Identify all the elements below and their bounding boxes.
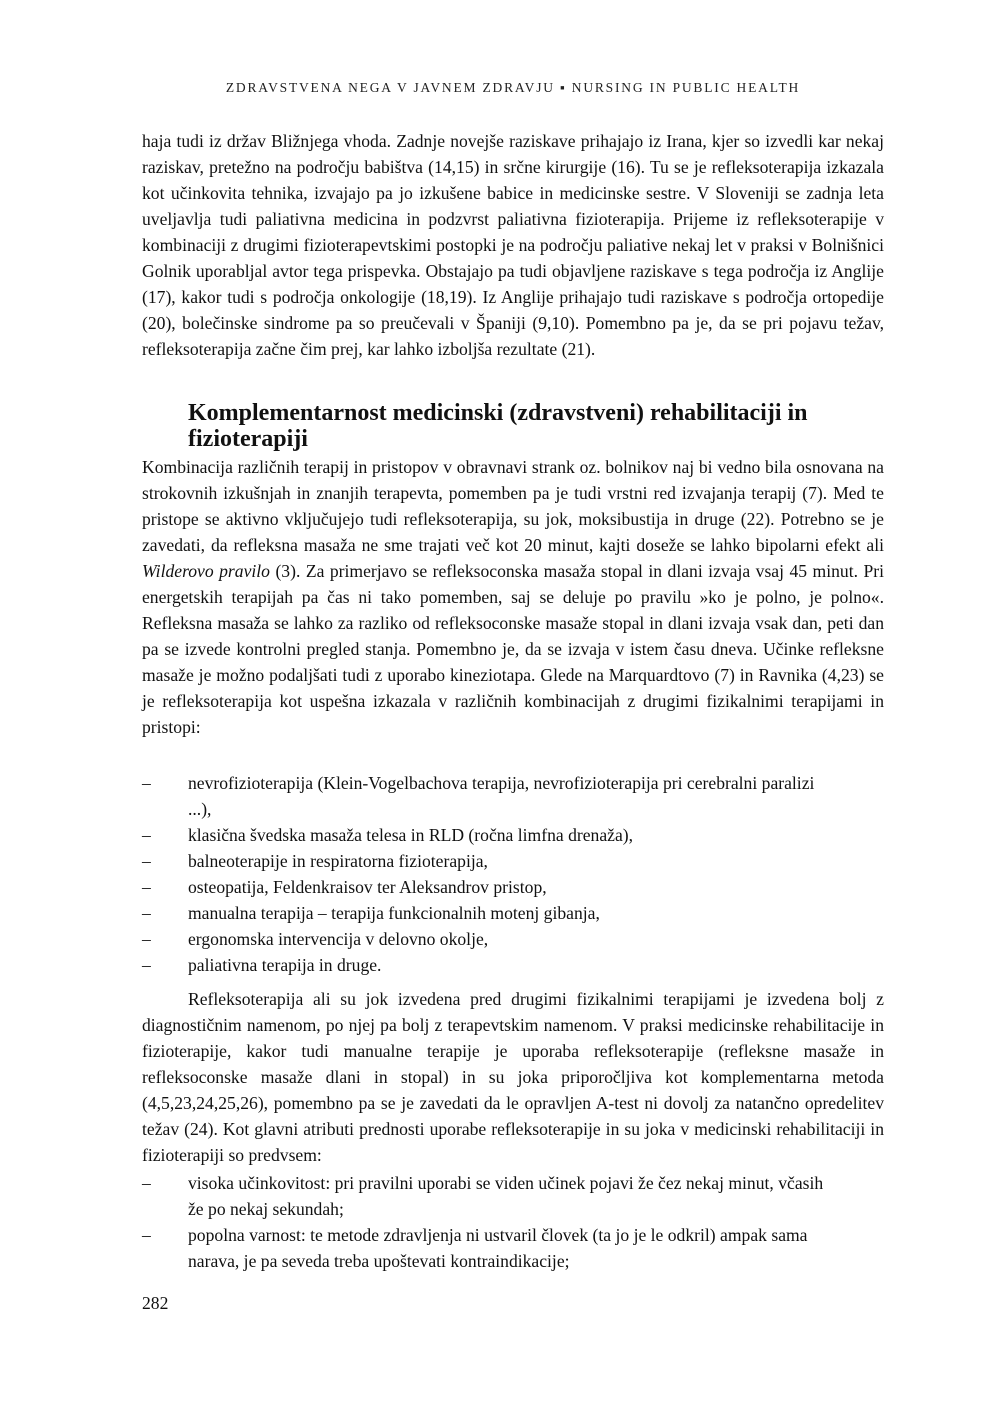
- dash-marker: –: [142, 929, 151, 949]
- dash-marker: –: [142, 955, 151, 975]
- body-paragraph-2: [142, 454, 884, 740]
- paragraph-text: Refleksoterapija ali su jok izvedena pred drugimi fizikalnimi terapijami je izvedena bolj z diagnostičnim namenom, po njej pa bolj z terapevtskim namenom. V praksi medicinske rehabilitacije in fizioterapije, kakor tudi manualne terapije je uporaba refleksoterapije (refleksne masaže in refleksoconske masaže dlani in stopal) in su joka priporočljiva kot komplementarna metoda (4,5,23,24,25,26), pomembno pa se je zavedati da le opravljen A-test ni dovolj za natančno opredelitev težav (24). Kot glavni atributi prednosti uporabe refleksoterapije in su joka v medicinski rehabilitaciji in fizioterapiji so predvsem:: [142, 989, 884, 1165]
- dash-marker: –: [142, 851, 151, 871]
- paragraph-text: [142, 454, 884, 740]
- list-item: – visoka učinkovitost: pri pravilni uporabi se viden učinek pojavi že čez nekaj minut, včasih že po nekaj sekundah;: [142, 1170, 884, 1222]
- list-item: – manualna terapija – terapija funkcionalnih motenj gibanja,: [142, 900, 884, 926]
- dash-marker: –: [142, 1225, 151, 1245]
- list-item: – ergonomska intervencija v delovno okolje,: [142, 926, 884, 952]
- dash-marker: –: [142, 877, 151, 897]
- running-header: ZDRAVSTVENA NEGA V JAVNEM ZDRAVJU ▪ NURSING IN PUBLIC HEALTH: [225, 80, 801, 95]
- dash-marker: –: [142, 903, 151, 923]
- paragraph-text-part: Kombinacija različnih terapij in pristopov v obravnavi strank oz. bolnikov naj bi vedno bila osnovana na strokovnih izkušnjah in znanjih terapevta, pomemben pa je tudi vrstni red izvajanja terapij (7). Med te pristope se aktivno vključujejo tudi refleksoterapija, su jok, moksibustija in druge (22). Potrebno se je zavedati, da refleksna masaža ne sme trajati več kot 20 minut, kajti doseže se lahko bipolarni efekt ali: [142, 457, 884, 555]
- list-item: – balneoterapije in respiratorna fizioterapija,: [142, 848, 884, 874]
- dash-marker: –: [142, 773, 151, 793]
- body-paragraph-3: [142, 986, 884, 1168]
- dash-marker: –: [142, 1173, 151, 1193]
- italic-term: Wilderovo pravilo: [142, 561, 270, 581]
- page-number: 282: [142, 1293, 169, 1313]
- list-item: – popolna varnost: te metode zdravljenja ni ustvaril človek (ta jo je le odkril) ampak sama narava, je pa seveda treba upoštevati kontraindikacije;: [142, 1222, 884, 1274]
- paragraph-text: haja tudi iz držav Bližnjega vhoda. Zadnje novejše raziskave prihajajo iz Irana, kjer so izvedli kar nekaj raziskav, pretežno na področju babištva (14,15) in srčne kirurgije (16). Tu se je refleksoterapija izkazala kot učinkovita tehnika, izvajajo pa jo izkušene babice in medicinske sestre. V Sloveniji se zadnja leta uveljavlja tudi paliativna medicina in podzvrst paliativna fizioterapija. Prijeme iz refleksoterapije v kombinaciji z drugimi fizioterapevtskimi postopki je na področju paliative nekaj let v praksi v Bolnišnici Golnik uporabljal avtor tega prispevka. Obstajajo pa tudi objavljene raziskave s tega področja iz Anglije (17), kakor tudi s področja onkologije (18,19). Iz Anglije prihajajo tudi raziskave s področja ortopedije (20), bolečinske sindrome pa so preučevali v Španiji (9,10). Pomembno pa je, da se pri pojavu težav, refleksoterapija začne čim prej, kar lahko izboljša rezultate (21).: [142, 131, 884, 359]
- therapy-combination-list: [142, 768, 884, 978]
- body-paragraph-1: [142, 128, 884, 362]
- paragraph-text-part: (3). Za primerjavo se refleksoconska masaža stopal in dlani izvaja vsaj 45 minut. Pri energetskih terapijah pa čas ni tako pomemben, saj se deluje po pravilu »ko je polno, je polno«. Refleksna masaža se lahko za razliko od refleksoconske masaže stopal in dlani izvaja vsak dan, peti dan pa se izvede kontrolni pregled stanja. Pomembno je, da se izvaja v istem času dneva. Učinke refleksne masaže je možno podaljšati tudi z uporabo kineziotapa. Glede na Marquardtovo (7) in Ravnika (4,23) se je refleksoterapija kot uspešna izkazala v različnih kombinacijah z drugimi fizikalnimi terapijami in pristopi:: [142, 561, 884, 737]
- list-item: – klasična švedska masaža telesa in RLD (ročna limfna drenaža),: [142, 822, 884, 848]
- dash-marker: –: [142, 825, 151, 845]
- section-heading: Komplementarnost medicinski (zdravstveni) rehabilitaciji in fizioterapiji: [188, 400, 808, 452]
- list-item: – paliativna terapija in druge.: [142, 952, 884, 978]
- list-item: – osteopatija, Feldenkraisov ter Aleksandrov pristop,: [142, 874, 884, 900]
- list-item: – nevrofizioterapija (Klein-Vogelbachova terapija, nevrofizioterapija pri cerebralni paralizi ...),: [142, 770, 884, 822]
- advantages-list: [142, 1168, 884, 1274]
